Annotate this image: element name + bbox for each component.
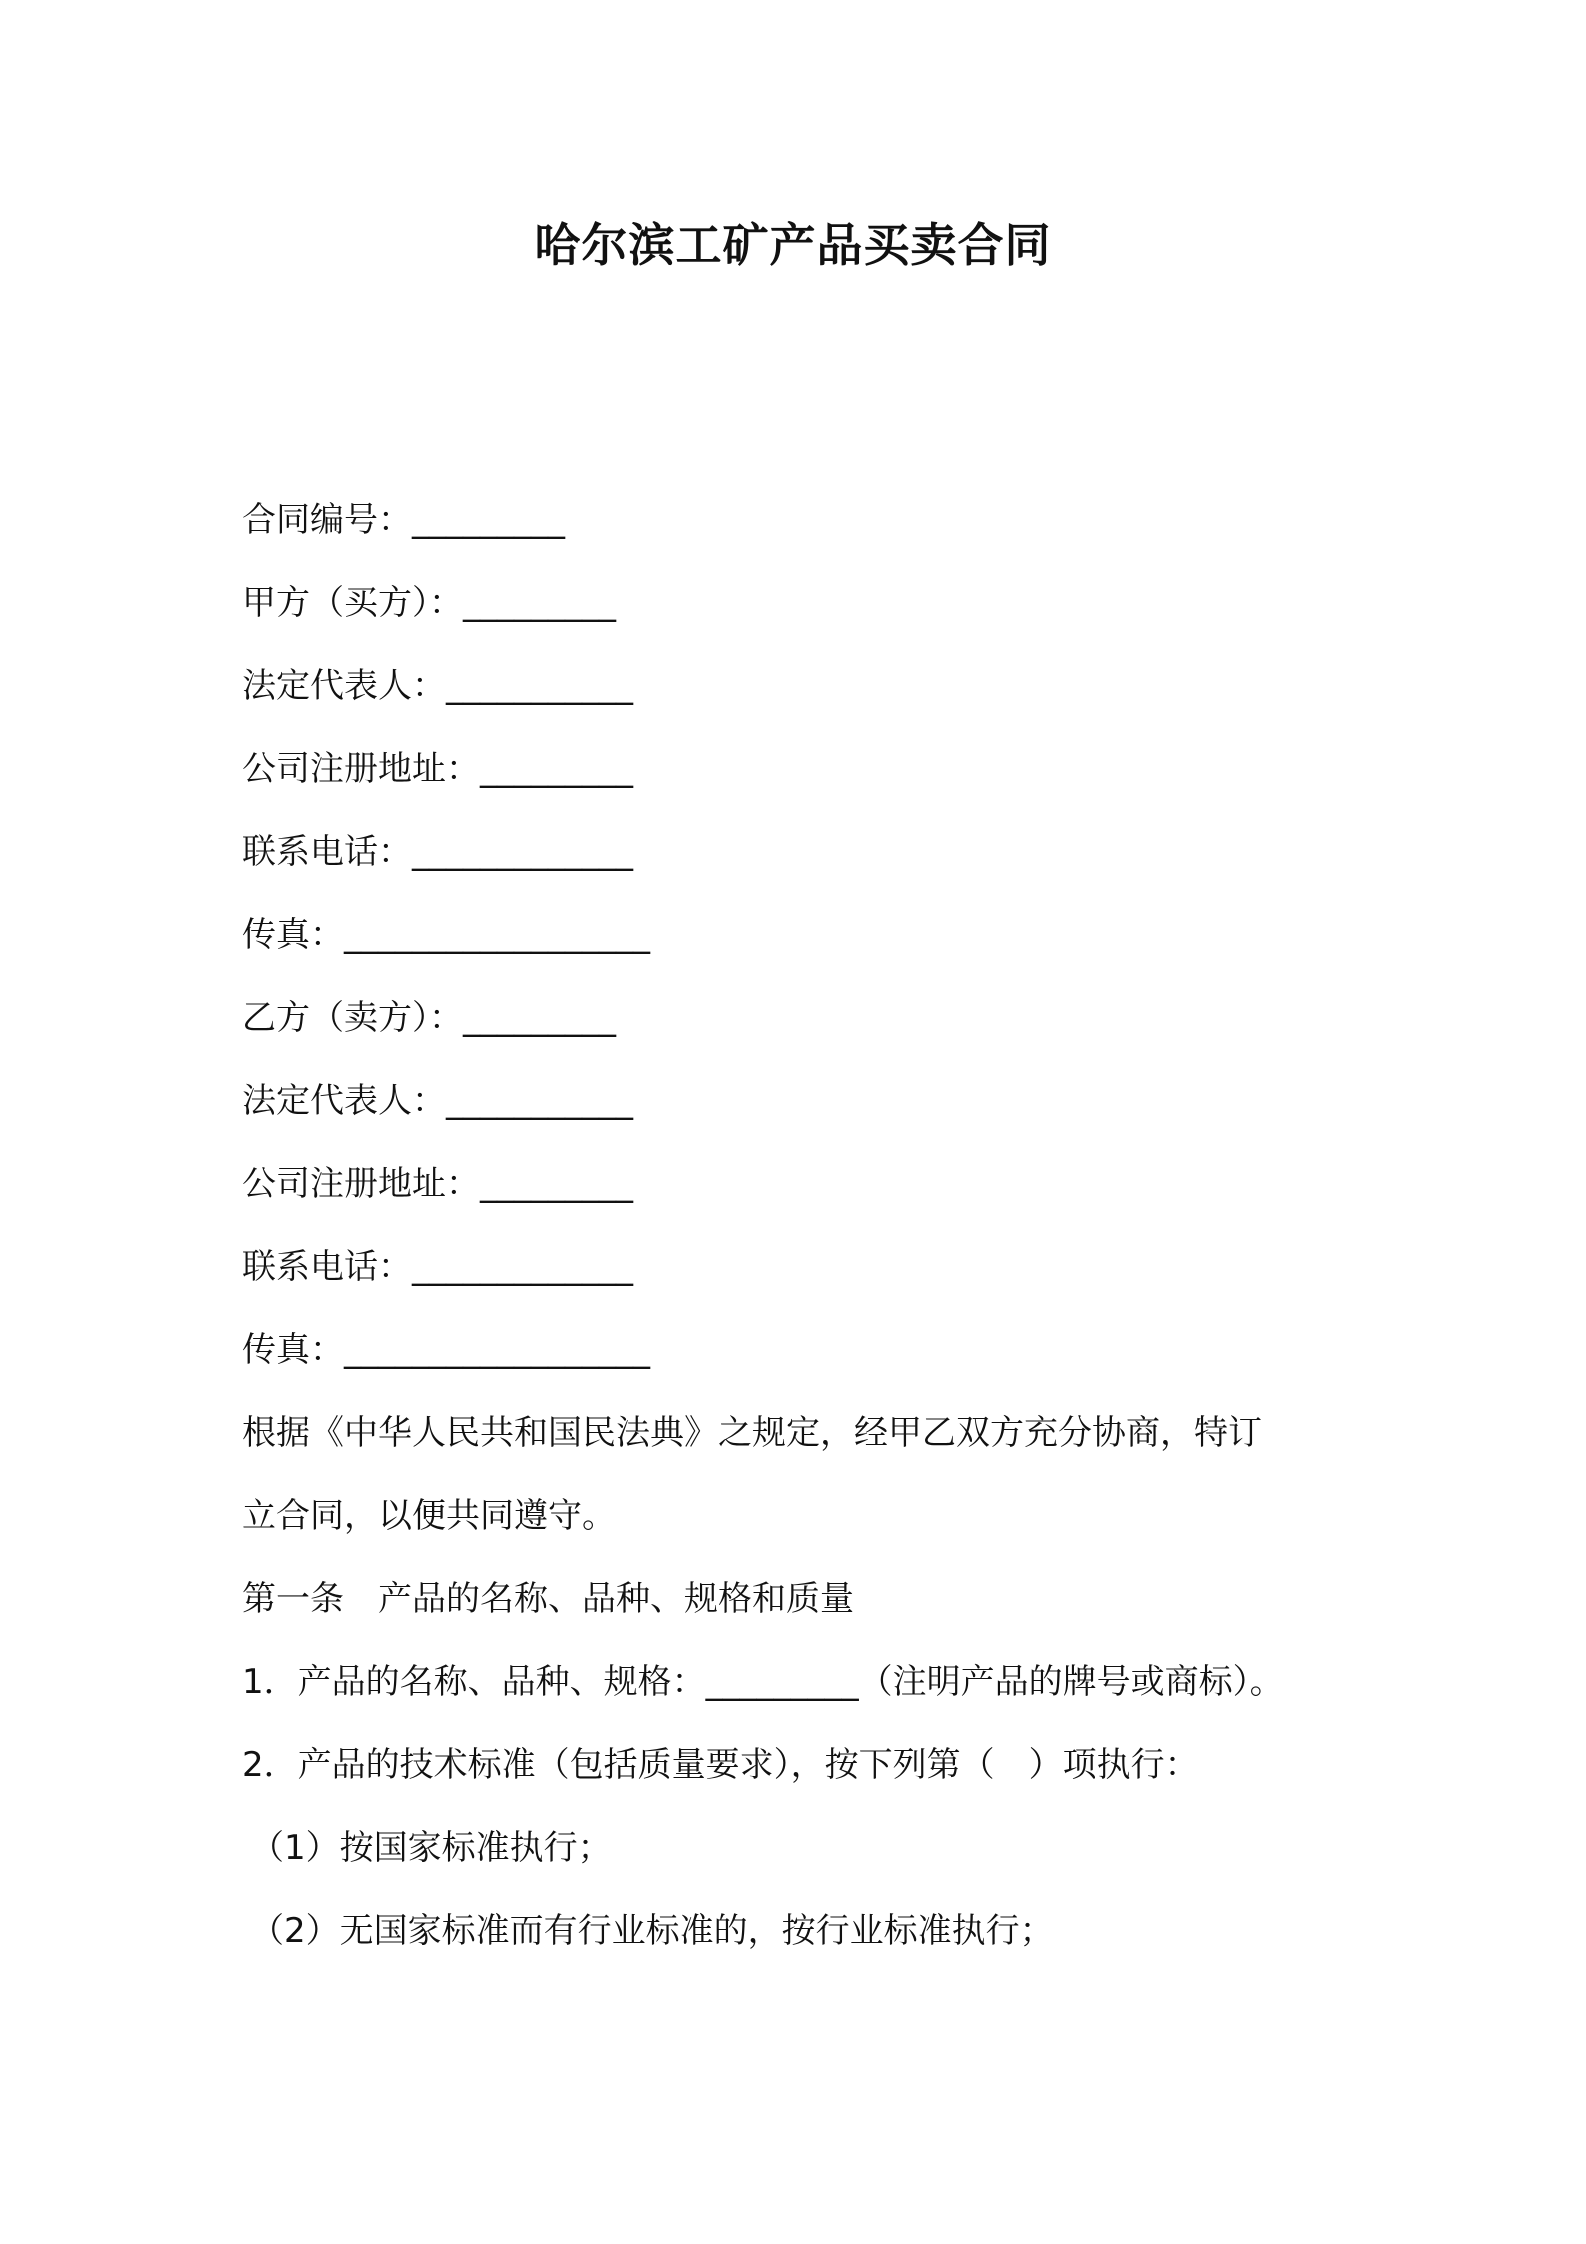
party-b-address-line: 公司注册地址：_________: [242, 1164, 633, 1204]
contract-number-line: 合同编号：_________: [242, 500, 565, 540]
article-1-item-2: 2．产品的技术标准（包括质量要求），按下列第（ ）项执行：: [242, 1745, 1199, 1785]
party-a-phone-line: 联系电话：_____________: [242, 832, 633, 872]
party-b-legal-rep-line: 法定代表人：___________: [242, 1081, 633, 1121]
article-1-heading: 第一条 产品的名称、品种、规格和质量: [242, 1579, 854, 1619]
party-a-line: 甲方（买方）：_________: [242, 583, 616, 623]
party-a-address-line: 公司注册地址：_________: [242, 749, 633, 789]
party-b-fax-line: 传真：__________________: [242, 1330, 650, 1370]
article-1-subitem-2: （2）无国家标准而有行业标准的，按行业标准执行；: [250, 1911, 1054, 1951]
party-a-fax-line: 传真：__________________: [242, 915, 650, 955]
page-title: 哈尔滨工矿产品买卖合同: [534, 218, 1052, 272]
party-b-line: 乙方（卖方）：_________: [242, 998, 616, 1038]
party-a-legal-rep-line: 法定代表人：___________: [242, 666, 633, 706]
preamble-line-1: 根据《中华人民共和国民法典》之规定，经甲乙双方充分协商，特订: [242, 1413, 1262, 1453]
article-1-subitem-1: （1）按国家标准执行；: [250, 1828, 612, 1868]
party-b-phone-line: 联系电话：_____________: [242, 1247, 633, 1287]
article-1-item-1: 1．产品的名称、品种、规格：_________（注明产品的牌号或商标）。: [242, 1662, 1284, 1702]
preamble-line-2: 立合同，以便共同遵守。: [242, 1496, 616, 1536]
